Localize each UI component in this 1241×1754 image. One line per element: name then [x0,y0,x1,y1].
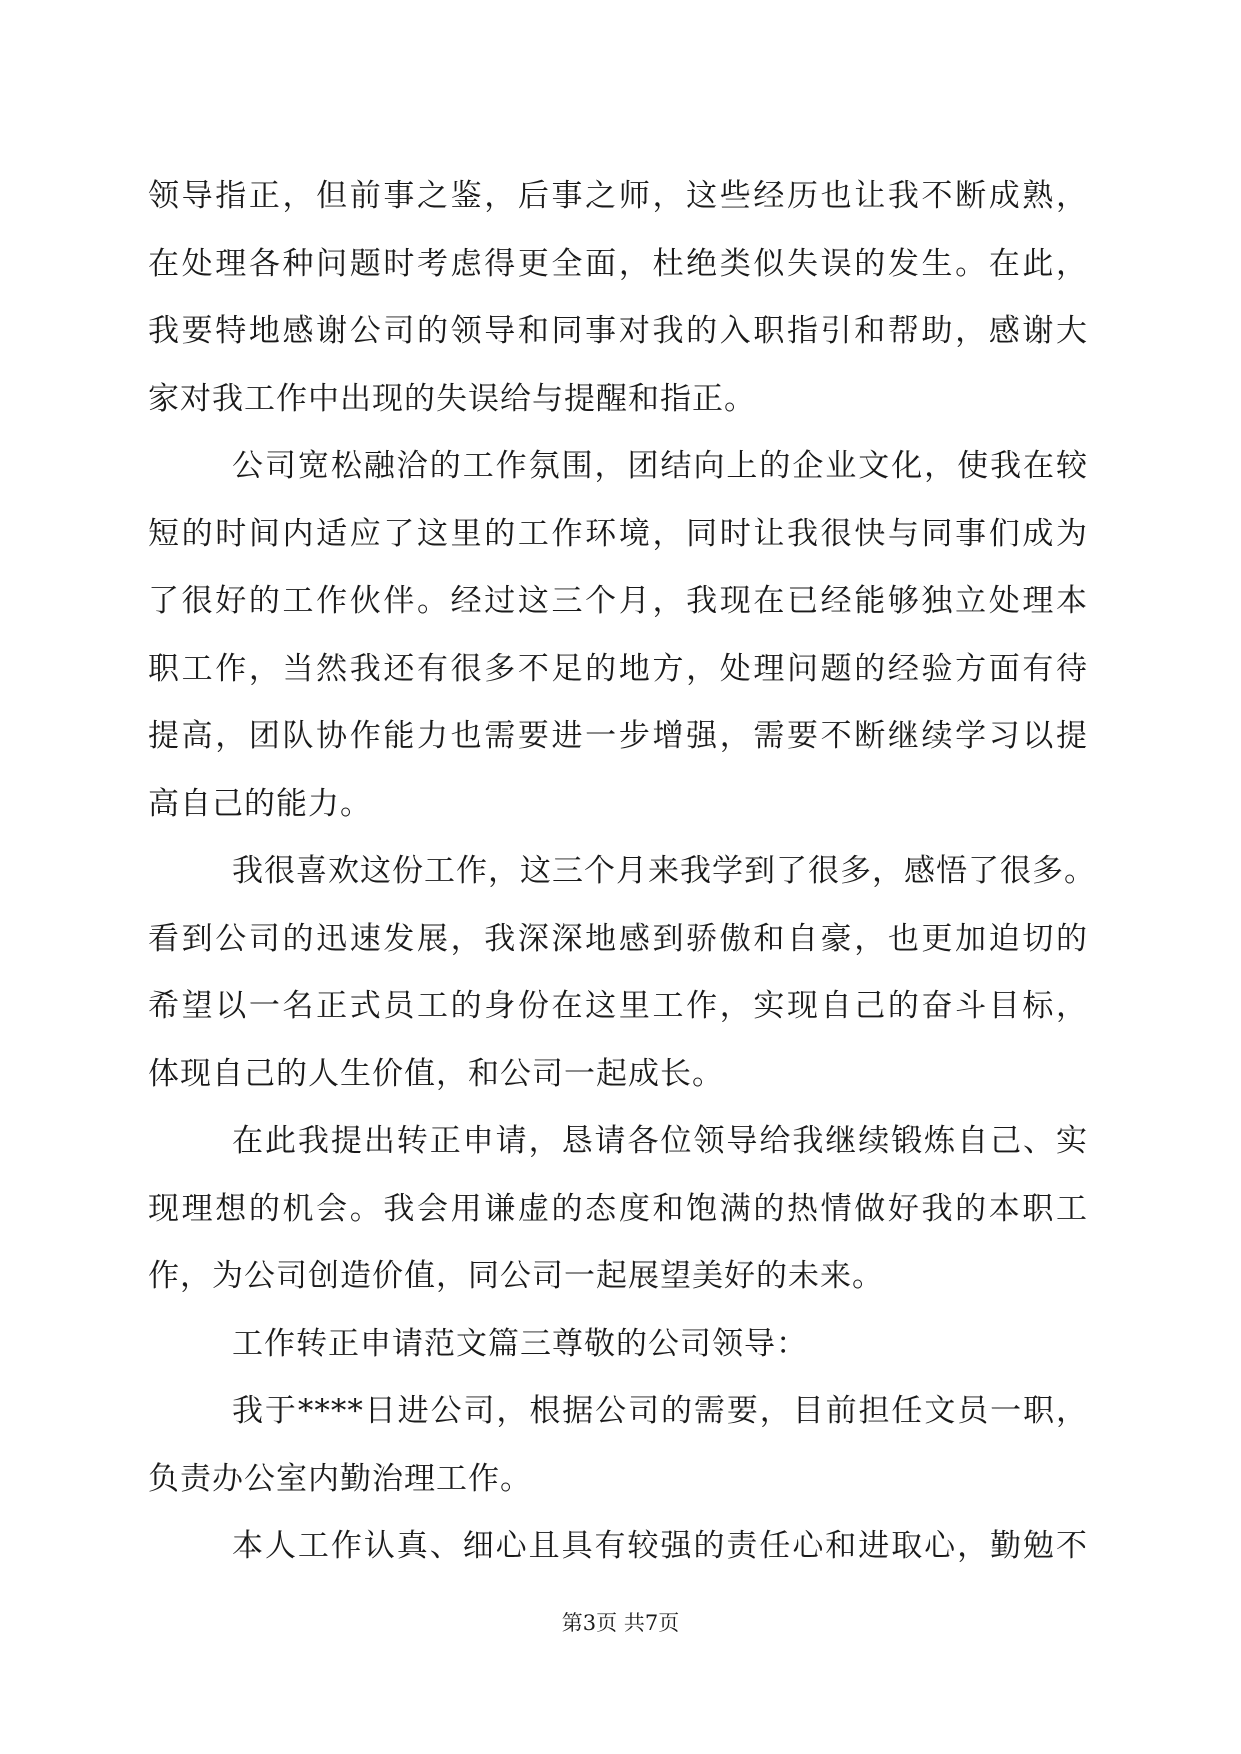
text-line: 提高，团队协作能力也需要进一步增强，需要不断继续学习以提 [148,718,1088,754]
text-line: 高自己的能力。 [148,786,372,822]
text-line: 领导指正，但前事之鉴，后事之师，这些经历也让我不断成熟， [148,178,1088,214]
page-footer: 第3页 共7页 [561,1611,680,1635]
text-line: 职工作，当然我还有很多不足的地方，处理问题的经验方面有待 [148,651,1088,687]
paragraph-first-line: 我很喜欢这份工作，这三个月来我学到了很多，感悟了很多。 [232,853,1096,889]
section-heading-line: 工作转正申请范文篇三尊敬的公司领导： [232,1326,808,1362]
text-line: 现理想的机会。我会用谦虚的态度和饱满的热情做好我的本职工 [148,1191,1088,1227]
text-line: 希望以一名正式员工的身份在这里工作，实现自己的奋斗目标， [148,988,1088,1024]
paragraph-first-line: 本人工作认真、细心且具有较强的责任心和进取心，勤勉不 [232,1528,1088,1564]
text-line: 在处理各种问题时考虑得更全面，杜绝类似失误的发生。在此， [148,246,1088,282]
text-line: 家对我工作中出现的失误给与提醒和指正。 [148,381,756,417]
text-line: 负责办公室内勤治理工作。 [148,1461,532,1497]
text-line: 我要特地感谢公司的领导和同事对我的入职指引和帮助，感谢大 [148,313,1088,349]
text-line: 作，为公司创造价值，同公司一起展望美好的未来。 [148,1258,884,1294]
text-line: 体现自己的人生价值，和公司一起成长。 [148,1056,724,1092]
text-line: 短的时间内适应了这里的工作环境，同时让我很快与同事们成为 [148,516,1088,552]
paragraph-first-line: 在此我提出转正申请，恳请各位领导给我继续锻炼自己、实 [232,1123,1088,1159]
paragraph-first-line: 公司宽松融洽的工作氛围，团结向上的企业文化，使我在较 [232,448,1088,484]
text-line: 看到公司的迅速发展，我深深地感到骄傲和自豪，也更加迫切的 [148,921,1088,957]
text-line: 了很好的工作伙伴。经过这三个月，我现在已经能够独立处理本 [148,583,1088,619]
paragraph-first-line: 我于****日进公司，根据公司的需要，目前担任文员一职， [232,1393,1088,1429]
